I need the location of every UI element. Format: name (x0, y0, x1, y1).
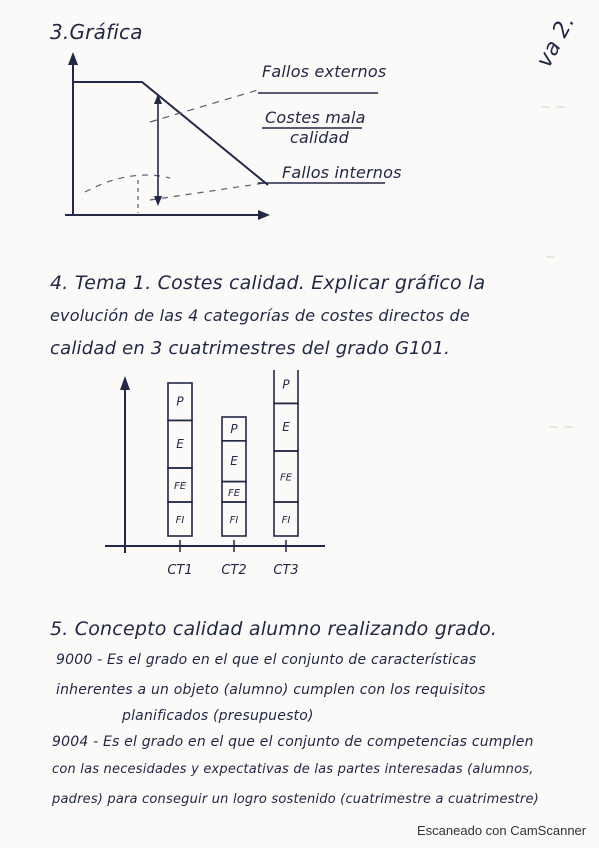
section4-line-3: calidad en 3 cuatrimestres del grado G101. (50, 338, 450, 359)
section5-line-5: con las necesidades y expectativas de las partes interesadas (alumnos, (52, 762, 534, 777)
bar-segment-label: FI (175, 515, 185, 526)
bleed-through-mark: ~ (545, 250, 556, 265)
section5-line-2: inherentes a un objeto (alumno) cumplen con los requisitos (56, 682, 486, 698)
section4-line-2: evolución de las 4 categorías de costes directos de (50, 306, 470, 325)
section5-line-6: padres) para conseguir un logro sostenido (cuatrimestre a cuatrimestre) (52, 792, 539, 807)
category-label: CT1 (167, 563, 193, 578)
chart-y-axis-arrow (120, 376, 130, 390)
corner-note: va 2. (532, 11, 581, 72)
bleed-through-mark: ~ ~ (540, 100, 566, 115)
bar-segment-label: E (176, 437, 184, 452)
category-label: CT3 (273, 563, 299, 578)
section4-line-1: 4. Tema 1. Costes calidad. Explicar gráfico la (50, 272, 486, 294)
section5-line-1: 9000 - Es el grado en el que el conjunto de características (56, 652, 477, 668)
scanner-footer: Escaneado con CamScanner (417, 823, 587, 838)
bar-segment-label: FE (173, 481, 187, 492)
graph-double-arrow-head-down (154, 196, 162, 206)
bar-segment-label: P (176, 394, 184, 409)
costes-mala-calidad-line (73, 82, 268, 185)
label-fallos-externos: Fallos externos (262, 62, 387, 81)
section5-line-4: 9004 - Es el grado en el que el conjunto de competencias cumplen (52, 734, 534, 750)
label-costes-mala: Costes mala (265, 108, 366, 127)
graph-x-axis-arrow (258, 210, 270, 220)
fallos-internos-line (150, 183, 265, 200)
section5-heading: 5. Concepto calidad alumno realizando grado. (50, 618, 498, 640)
graph-y-axis-arrow (68, 52, 78, 65)
category-label: CT2 (221, 563, 247, 578)
label-fallos-internos: Fallos internos (282, 163, 402, 182)
bar-segment-label: E (282, 420, 290, 435)
graph-double-arrow-head-up (154, 94, 162, 104)
bar-segment-label: FI (229, 515, 239, 526)
label-calidad: calidad (290, 128, 350, 147)
bar-segment-label: FE (279, 472, 293, 484)
fallos-externos-line (150, 90, 258, 122)
bar-segment-label: FI (281, 515, 291, 526)
section5-line-3: planificados (presupuesto) (122, 708, 314, 724)
bar-segment-label: P (230, 421, 238, 436)
bar-segment-label: P (282, 377, 290, 392)
stacked-bar-chart (0, 370, 400, 590)
bar-segment-label: FE (227, 487, 241, 499)
bar-segment-label: E (230, 454, 238, 469)
bleed-through-mark: ~ ~ (548, 420, 574, 435)
section3-heading: 3.Gráfica (50, 20, 143, 44)
